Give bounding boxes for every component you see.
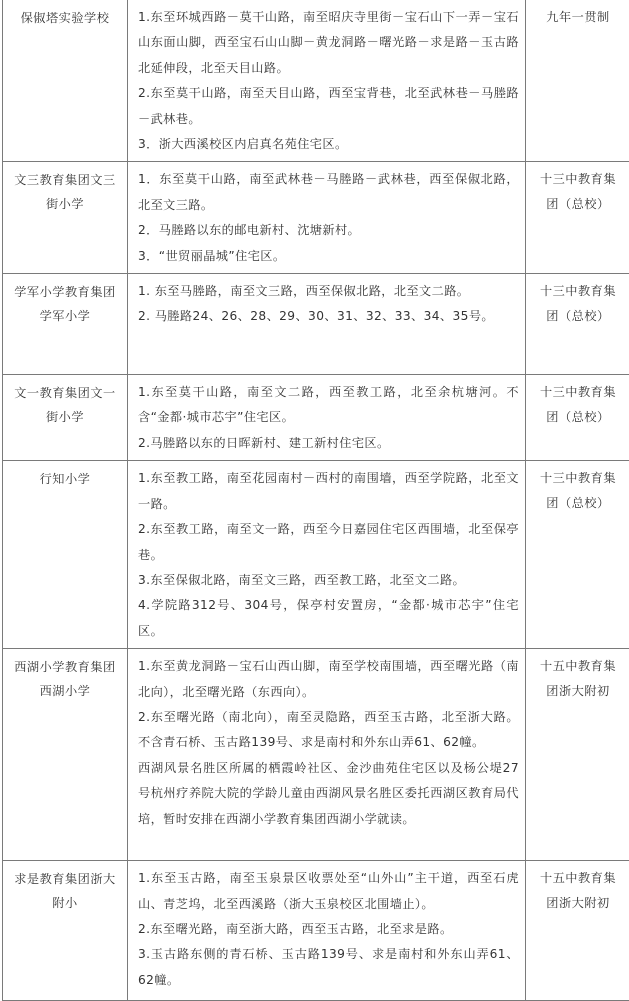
area-item: 2.东至教工路，南至文一路，西至今日嘉园住宅区西围墙，北至保亭巷。 <box>138 517 519 568</box>
middle-school-cell: 十三中教育集团（总校） <box>526 162 629 274</box>
area-item: 2.马塍路以东的日晖新村、建工新村住宅区。 <box>138 431 519 456</box>
area-item: 1.东至环城西路－莫干山路，南至昭庆寺里街－宝石山下一弄－宝石山东面山脚，西至宝石山山脚－黄龙洞路－曙光路－求是路－玉古路北延伸段，北至天目山路。 <box>138 5 519 81</box>
enrollment-area-cell <box>128 0 526 162</box>
middle-school-cell: 十三中教育集团（总校） <box>526 375 629 461</box>
school-name-cell: 文三教育集团文三街小学 <box>3 162 128 274</box>
area-item: 2.东至曙光路，南至浙大路，西至玉古路，北至求是路。 <box>138 917 519 942</box>
area-item: 3．浙大西溪校区内启真名苑住宅区。 <box>138 132 519 157</box>
area-item: 西湖风景名胜区所属的栖霞岭社区、金沙曲苑住宅区以及杨公堤27号杭州疗养院大院的学龄儿童由西湖风景名胜区委托西湖区教育局代培，暂时安排在西湖小学教育集团西湖小学就读。 <box>138 756 519 832</box>
area-item: 4.学院路312号、304号，保亭村安置房，“金都·城市芯宇”住宅区。 <box>138 593 519 644</box>
area-item: 1. 东至马塍路，南至文三路，西至保俶北路，北至文二路。 <box>138 279 519 304</box>
enrollment-area-cell <box>128 162 526 274</box>
enrollment-area-cell <box>128 461 526 649</box>
area-item: 1．东至莫干山路，南至武林巷－马塍路－武林巷，西至保俶北路，北至文三路。 <box>138 167 519 218</box>
area-item: 2.东至曙光路（南北向），南至灵隐路，西至玉古路，北至浙大路。不含青石桥、玉古路139号、求是南村和外东山弄61、62幢。 <box>138 705 519 756</box>
table-row <box>3 0 629 162</box>
enrollment-area-cell <box>128 274 526 375</box>
middle-school-cell: 十三中教育集团（总校） <box>526 461 629 649</box>
area-item: 3．“世贸丽晶城”住宅区。 <box>138 244 519 269</box>
area-item: 2.东至莫干山路，南至天目山路，西至宝背巷，北至武林巷－马塍路－武林巷。 <box>138 81 519 132</box>
area-item: 1.东至莫干山路，南至文二路，西至教工路，北至余杭塘河。不含“金都·城市芯宇”住宅区。 <box>138 380 519 431</box>
table-row <box>3 274 629 375</box>
middle-school-cell: 十五中教育集团浙大附初 <box>526 861 629 1001</box>
table-row <box>3 162 629 274</box>
area-item: 1.东至玉古路，南至玉泉景区收票处至“山外山”主干道，西至石虎山、青芝坞，北至西溪路（浙大玉泉校区北围墙止）。 <box>138 866 519 917</box>
area-item: 2. 马塍路24、26、28、29、30、31、32、33、34、35号。 <box>138 304 519 329</box>
middle-school-cell: 十三中教育集团（总校） <box>526 274 629 375</box>
area-item: 3.玉古路东侧的青石桥、玉古路139号、求是南村和外东山弄61、62幢。 <box>138 942 519 993</box>
area-item: 2．马塍路以东的邮电新村、沈塘新村。 <box>138 218 519 243</box>
school-name-cell: 学军小学教育集团学军小学 <box>3 274 128 375</box>
enrollment-area-cell <box>128 649 526 861</box>
area-item: 1.东至黄龙洞路－宝石山西山脚，南至学校南围墙，西至曙光路（南北向），北至曙光路（东西向）。 <box>138 654 519 705</box>
table-row <box>3 649 629 861</box>
table-row <box>3 375 629 461</box>
school-name-cell: 西湖小学教育集团西湖小学 <box>3 649 128 861</box>
middle-school-cell: 九年一贯制 <box>526 0 629 162</box>
area-item: 1.东至教工路，南至花园南村－西村的南围墙，西至学院路，北至文一路。 <box>138 466 519 517</box>
enrollment-area-cell <box>128 375 526 461</box>
area-item: 3.东至保俶北路，南至文三路，西至教工路，北至文二路。 <box>138 568 519 593</box>
middle-school-cell: 十五中教育集团浙大附初 <box>526 649 629 861</box>
school-name-cell: 求是教育集团浙大附小 <box>3 861 128 1001</box>
table-row <box>3 461 629 649</box>
school-name-cell: 行知小学 <box>3 461 128 649</box>
school-name-cell: 文一教育集团文一街小学 <box>3 375 128 461</box>
enrollment-area-cell <box>128 861 526 1001</box>
school-name-cell: 保俶塔实验学校 <box>3 0 128 162</box>
table-row <box>3 861 629 1001</box>
school-district-table <box>2 0 629 1001</box>
